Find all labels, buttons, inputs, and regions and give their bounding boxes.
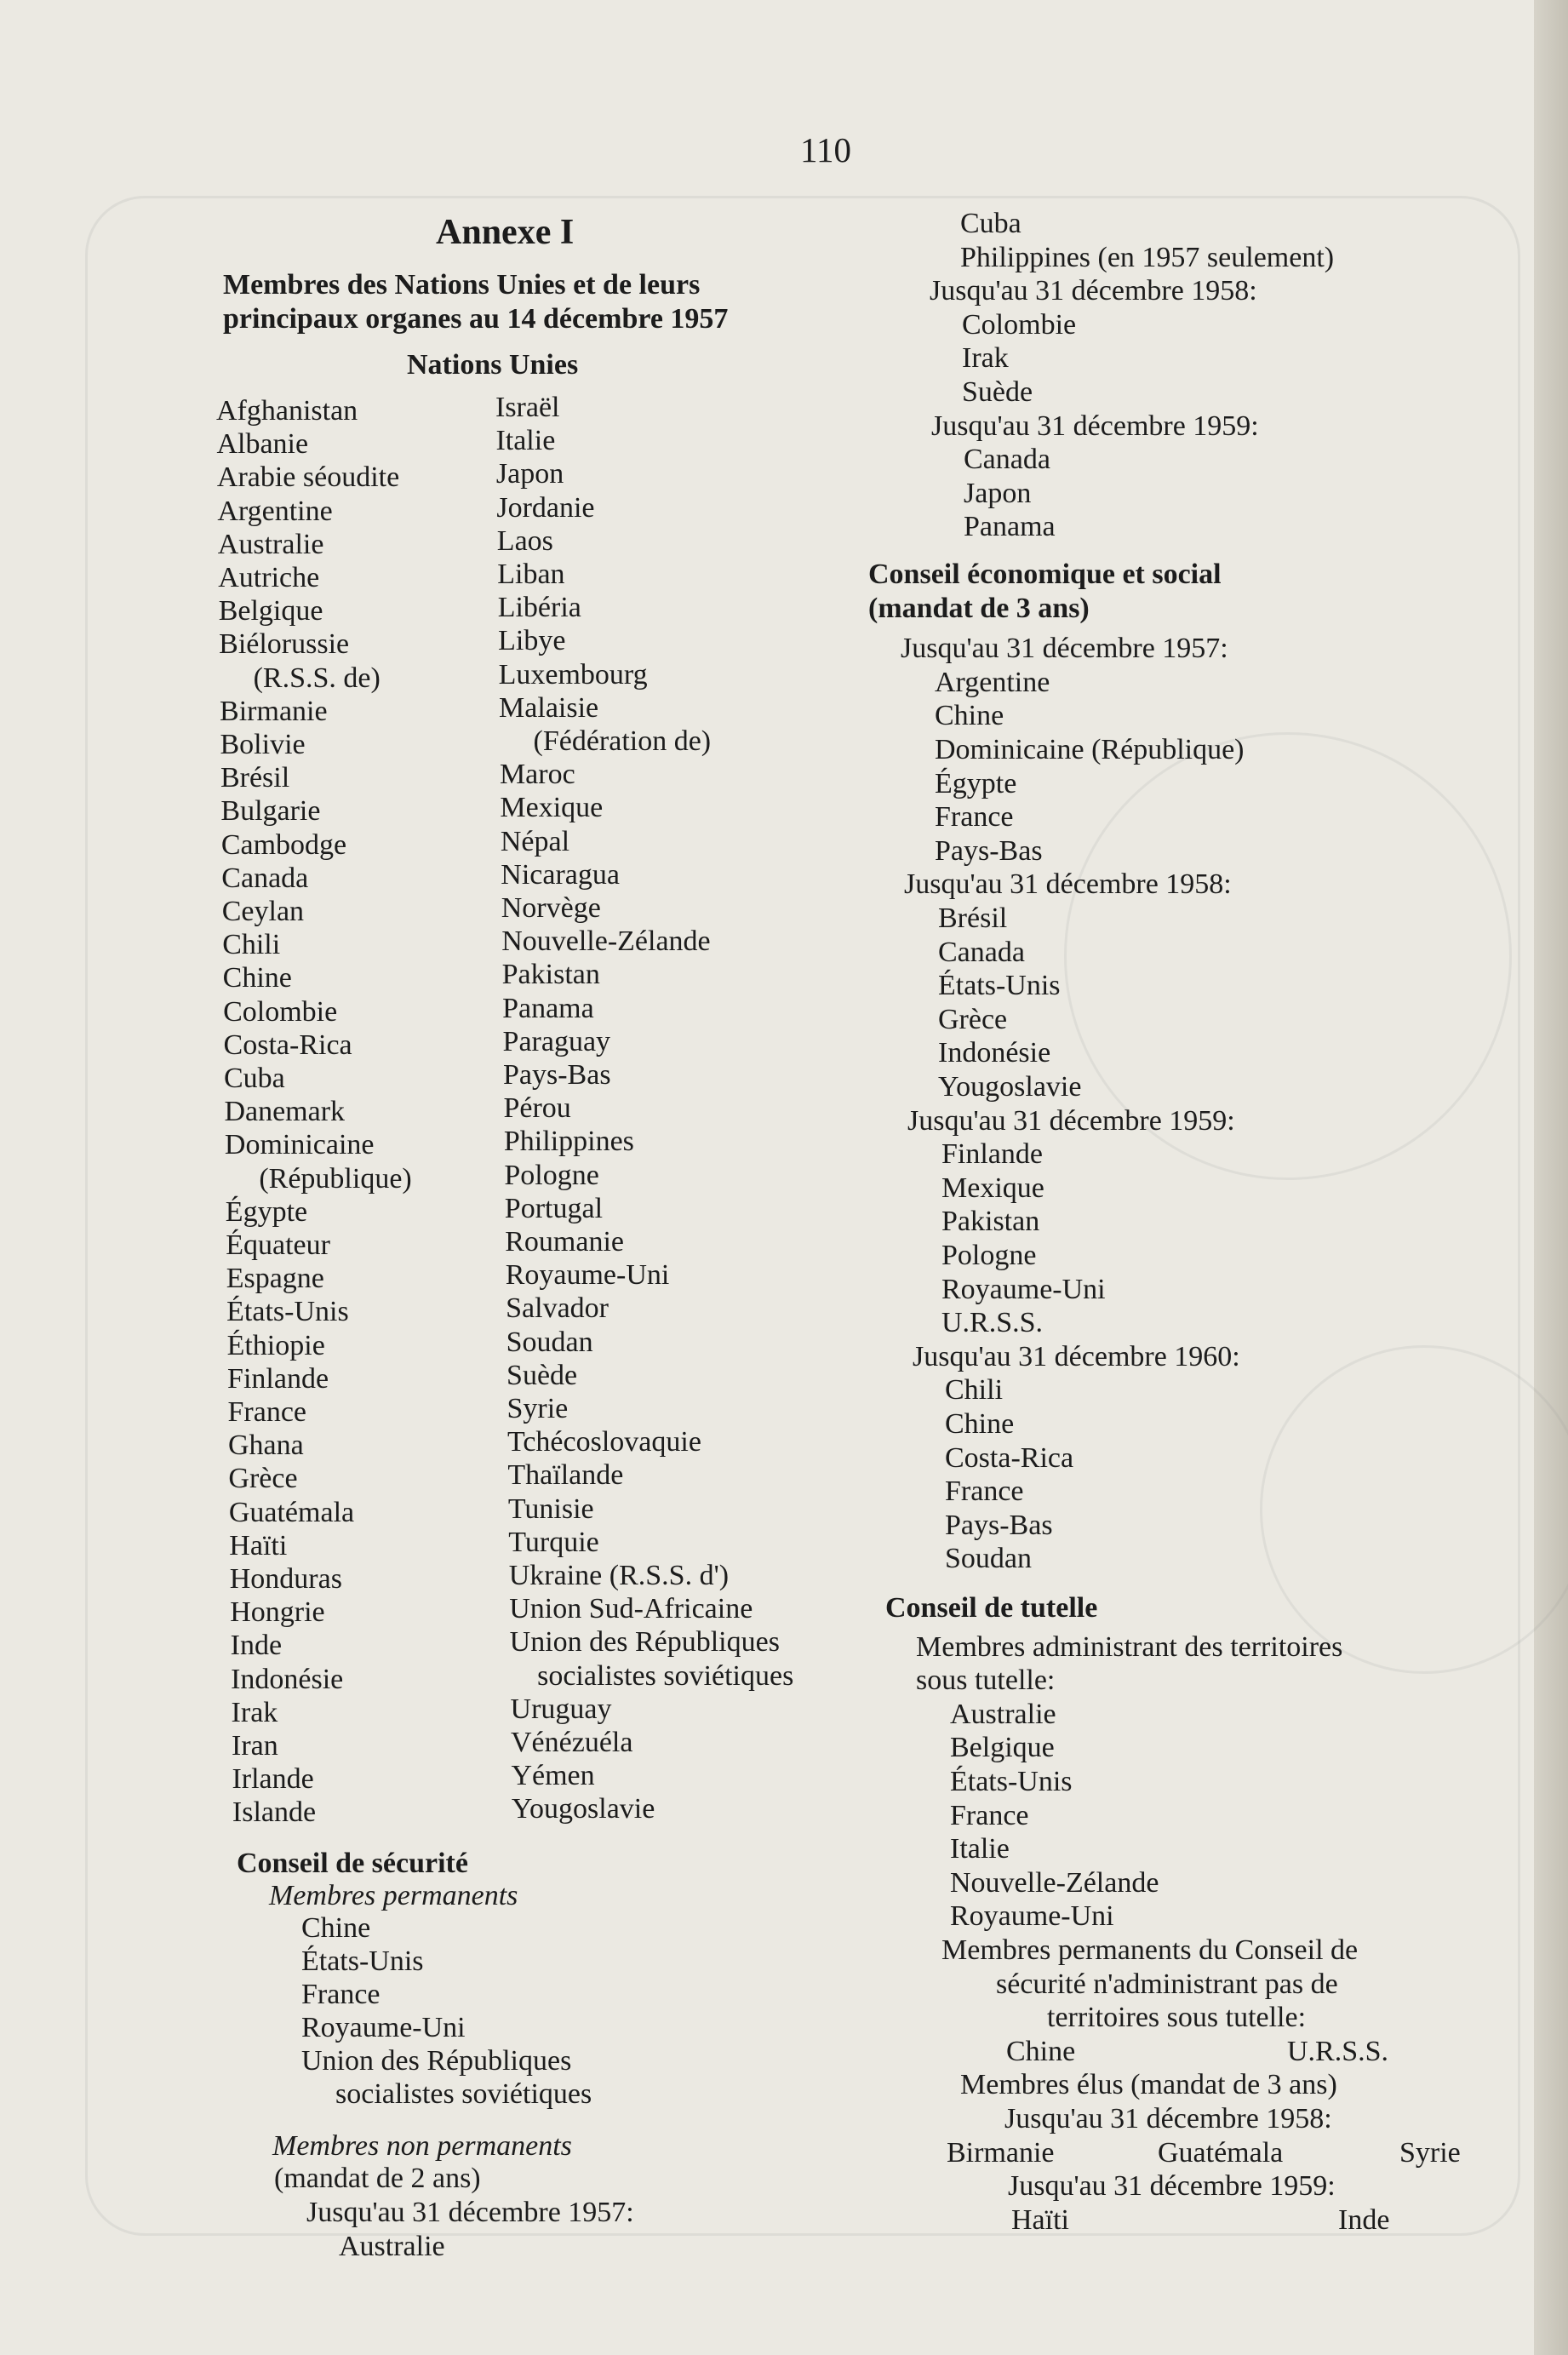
member-list-item: Costa-Rica xyxy=(223,1029,352,1061)
member-list-item: Royaume-Uni xyxy=(505,1259,670,1292)
member-list-item: Malaisie xyxy=(499,691,599,724)
member-list-item: Indonésie xyxy=(231,1663,344,1695)
permanent-members-label: Membres permanents xyxy=(269,1880,518,1911)
list-item: France xyxy=(935,801,1014,834)
list-item: Soudan xyxy=(945,1543,1032,1575)
member-list-item: Haïti xyxy=(229,1529,288,1561)
member-list-item: Japon xyxy=(495,458,564,490)
member-list-item: Autriche xyxy=(218,562,320,593)
member-list-item: Népal xyxy=(500,825,570,857)
list-item: Guatémala xyxy=(1158,2136,1284,2169)
list-item: Pakistan xyxy=(941,1206,1040,1238)
period-label: Jusqu'au 31 décembre 1959: xyxy=(931,410,1259,442)
member-list-item: Bolivie xyxy=(220,729,306,760)
member-list-item: Belgique xyxy=(218,595,323,627)
list-item: Australie xyxy=(950,1698,1056,1730)
member-list-item: socialistes soviétiques xyxy=(537,1659,794,1692)
security-council-heading: Conseil de sécurité xyxy=(237,1848,468,1879)
list-item: Italie xyxy=(950,1833,1010,1865)
member-list-item: Arabie séoudite xyxy=(216,461,400,494)
list-item: Royaume-Uni xyxy=(950,1900,1114,1933)
trusteeship-heading: Conseil de tutelle xyxy=(885,1592,1098,1624)
list-item: Royaume-Uni xyxy=(941,1273,1106,1305)
member-list-item: Iran xyxy=(232,1730,278,1762)
member-list-item: Soudan xyxy=(506,1326,593,1358)
member-list-item: Roumanie xyxy=(505,1226,625,1258)
list-item: Inde xyxy=(1338,2203,1390,2236)
member-list-item: Italie xyxy=(495,425,556,457)
period-label: Jusqu'au 31 décembre 1957: xyxy=(901,633,1228,665)
period-label: Jusqu'au 31 décembre 1958: xyxy=(930,275,1257,307)
annex-title: Annexe I xyxy=(436,213,575,252)
list-item: États-Unis xyxy=(938,970,1061,1002)
list-item: Canada xyxy=(938,936,1025,968)
list-item: U.R.S.S. xyxy=(941,1307,1044,1339)
member-list-item: Tchécoslovaquie xyxy=(506,1426,701,1458)
member-list-item: Espagne xyxy=(226,1263,324,1295)
list-item: France xyxy=(301,1979,381,2010)
member-list-item: Vénézuéla xyxy=(511,1727,633,1758)
list-item: Haïti xyxy=(1011,2203,1069,2236)
list-item: Panama xyxy=(964,511,1056,543)
list-item: Australie xyxy=(339,2231,445,2262)
member-list-item: Égypte xyxy=(225,1195,308,1228)
member-list-item: France xyxy=(227,1396,307,1428)
member-list-item: Biélorussie xyxy=(219,628,350,661)
list-item: Chine xyxy=(935,700,1004,732)
member-list-item: Tunisie xyxy=(507,1493,594,1525)
list-item: Finlande xyxy=(941,1138,1043,1171)
list-item: Syrie xyxy=(1399,2136,1461,2169)
list-item: Pays-Bas xyxy=(945,1509,1053,1541)
member-list-item: Hongrie xyxy=(230,1596,325,1629)
member-list-item: Pologne xyxy=(504,1159,599,1191)
member-list-item: Chili xyxy=(222,929,281,961)
member-list-item: Uruguay xyxy=(510,1693,612,1725)
list-item: États-Unis xyxy=(301,1945,424,1977)
list-item: Brésil xyxy=(938,902,1008,934)
list-item: Égypte xyxy=(935,767,1017,799)
member-list-item: Éthiopie xyxy=(226,1329,325,1361)
list-item: Suède xyxy=(962,376,1033,408)
list-item: Japon xyxy=(964,477,1032,509)
member-list-item: Libéria xyxy=(497,592,581,624)
member-list-item: Islande xyxy=(232,1796,317,1829)
member-list-item: Inde xyxy=(230,1630,283,1662)
list-item: Irak xyxy=(962,342,1009,375)
member-list-item: Ceylan xyxy=(221,896,305,927)
list-item: Chili xyxy=(945,1374,1004,1407)
list-item: France xyxy=(950,1799,1029,1831)
member-list-item: Chine xyxy=(222,962,292,994)
elected-label: Membres élus (mandat de 3 ans) xyxy=(960,2069,1337,2101)
member-list-item: Irak xyxy=(231,1696,278,1728)
member-list-item: Maroc xyxy=(499,759,575,791)
admin-label: Membres administrant des territoires xyxy=(916,1630,1343,1663)
member-list-item: Pays-Bas xyxy=(503,1059,611,1091)
period-label: Jusqu'au 31 décembre 1960: xyxy=(913,1340,1240,1372)
list-item: Cuba xyxy=(960,208,1021,239)
member-list-item: Yémen xyxy=(511,1760,595,1792)
member-list-item: Salvador xyxy=(506,1292,609,1325)
member-list-item: Syrie xyxy=(506,1393,569,1424)
member-list-item: Pakistan xyxy=(501,959,600,991)
member-list-item: Albanie xyxy=(216,428,309,461)
member-list-item: Dominicaine xyxy=(224,1129,375,1161)
list-item: Argentine xyxy=(935,666,1050,698)
member-list-item: Nicaragua xyxy=(501,858,620,891)
nations-heading: Nations Unies xyxy=(407,349,579,381)
list-item: Belgique xyxy=(950,1732,1055,1764)
member-list-item: États-Unis xyxy=(226,1296,349,1328)
show-through-circle xyxy=(1260,1345,1568,1674)
until-1957-label: Jusqu'au 31 décembre 1957: xyxy=(306,2197,634,2228)
member-list-item: Bulgarie xyxy=(220,795,321,828)
annex-heading-line1: Membres des Nations Unies et de leurs xyxy=(223,269,701,301)
list-item: Costa-Rica xyxy=(945,1441,1074,1474)
member-list-item: (R.S.S. de) xyxy=(253,662,381,694)
member-list-item: Yougoslavie xyxy=(511,1793,655,1825)
list-item: Dominicaine (République) xyxy=(935,734,1245,765)
admin-label: sous tutelle: xyxy=(916,1665,1056,1697)
member-list-item: Panama xyxy=(502,992,594,1024)
page-number: 110 xyxy=(800,130,851,169)
member-list-item: Turquie xyxy=(508,1526,599,1558)
member-list-item: Libye xyxy=(498,625,566,657)
member-list-item: Portugal xyxy=(504,1192,604,1224)
list-item: U.R.S.S. xyxy=(1287,2035,1389,2067)
member-list-item: Union des Républiques xyxy=(509,1626,780,1659)
list-item: socialistes soviétiques xyxy=(335,2078,592,2110)
member-list-item: (Fédération de) xyxy=(533,725,712,757)
member-list-item: Afghanistan xyxy=(216,395,358,427)
member-list-item: Danemark xyxy=(224,1096,346,1128)
member-list-item: Argentine xyxy=(217,495,333,527)
member-list-item: Norvège xyxy=(501,892,601,924)
member-list-item: Australie xyxy=(217,528,324,560)
member-list-item: Luxembourg xyxy=(498,658,648,690)
list-item: France xyxy=(945,1475,1024,1508)
member-list-item: (République) xyxy=(259,1162,412,1195)
member-list-item: Cuba xyxy=(224,1063,285,1094)
list-item: Birmanie xyxy=(947,2136,1055,2169)
member-list-item: Canada xyxy=(221,862,309,894)
list-item: Pologne xyxy=(941,1240,1037,1271)
list-item: Grèce xyxy=(938,1003,1008,1035)
ecosoc-heading: Conseil économique et social xyxy=(868,559,1222,590)
list-item: Colombie xyxy=(962,308,1077,341)
member-list-item: Thaïlande xyxy=(507,1459,624,1492)
list-item: Nouvelle-Zélande xyxy=(950,1866,1159,1899)
member-list-item: Philippines xyxy=(503,1126,634,1158)
period-label: Jusqu'au 31 décembre 1958: xyxy=(1004,2103,1332,2134)
list-item: Royaume-Uni xyxy=(301,2012,466,2043)
list-item: Chine xyxy=(301,1912,371,1944)
member-list-item: Grèce xyxy=(228,1463,298,1495)
annex-heading-line2: principaux organes au 14 décembre 1957 xyxy=(223,303,729,335)
list-item: États-Unis xyxy=(950,1766,1073,1797)
member-list-item: Irlande xyxy=(232,1763,314,1796)
period-label: Jusqu'au 31 décembre 1959: xyxy=(907,1104,1235,1137)
member-list-item: Jordanie xyxy=(496,491,595,524)
member-list-item: Nouvelle-Zélande xyxy=(501,925,711,958)
member-list-item: Équateur xyxy=(226,1229,330,1261)
member-list-item: Ghana xyxy=(227,1430,304,1462)
member-list-item: Laos xyxy=(496,524,553,557)
member-list-item: Cambodge xyxy=(220,828,347,861)
list-item: Pays-Bas xyxy=(935,834,1043,867)
member-list-item: Mexique xyxy=(500,792,604,824)
member-list-item: Suède xyxy=(506,1359,578,1391)
member-list-item: Liban xyxy=(497,559,565,590)
member-list-item: Colombie xyxy=(223,995,338,1028)
list-item: Union des Républiques xyxy=(301,2045,572,2077)
member-list-item: Pérou xyxy=(503,1092,571,1125)
perm-label: Membres permanents du Conseil de xyxy=(941,1934,1359,1966)
ecosoc-mandate: (mandat de 3 ans) xyxy=(868,592,1090,624)
member-list-item: Brésil xyxy=(220,762,290,794)
member-list-item: Honduras xyxy=(229,1563,342,1595)
list-item: Mexique xyxy=(941,1172,1044,1204)
list-item: Canada xyxy=(964,444,1050,476)
mandate-two-years: (mandat de 2 ans) xyxy=(274,2163,481,2194)
member-list-item: Paraguay xyxy=(502,1025,611,1057)
period-label: Jusqu'au 31 décembre 1959: xyxy=(1008,2170,1336,2203)
member-list-item: Ukraine (R.S.S. d') xyxy=(508,1560,730,1591)
member-list-item: Israël xyxy=(495,392,560,423)
list-item: Indonésie xyxy=(938,1037,1051,1069)
member-list-item: Guatémala xyxy=(228,1496,355,1528)
member-list-item: Union Sud-Africaine xyxy=(509,1593,753,1625)
list-item: Philippines (en 1957 seulement) xyxy=(960,241,1335,273)
perm-label: sécurité n'administrant pas de xyxy=(996,1968,1338,2000)
list-item: Chine xyxy=(1006,2035,1076,2067)
perm-label: territoires sous tutelle: xyxy=(1047,2002,1307,2034)
non-permanent-label: Membres non permanents xyxy=(272,2130,572,2162)
page-edge xyxy=(1534,0,1568,2355)
period-label: Jusqu'au 31 décembre 1958: xyxy=(904,868,1232,901)
list-item: Chine xyxy=(945,1408,1015,1440)
member-list-item: Finlande xyxy=(227,1362,329,1395)
list-item: Yougoslavie xyxy=(938,1071,1082,1103)
member-list-item: Birmanie xyxy=(220,695,328,727)
